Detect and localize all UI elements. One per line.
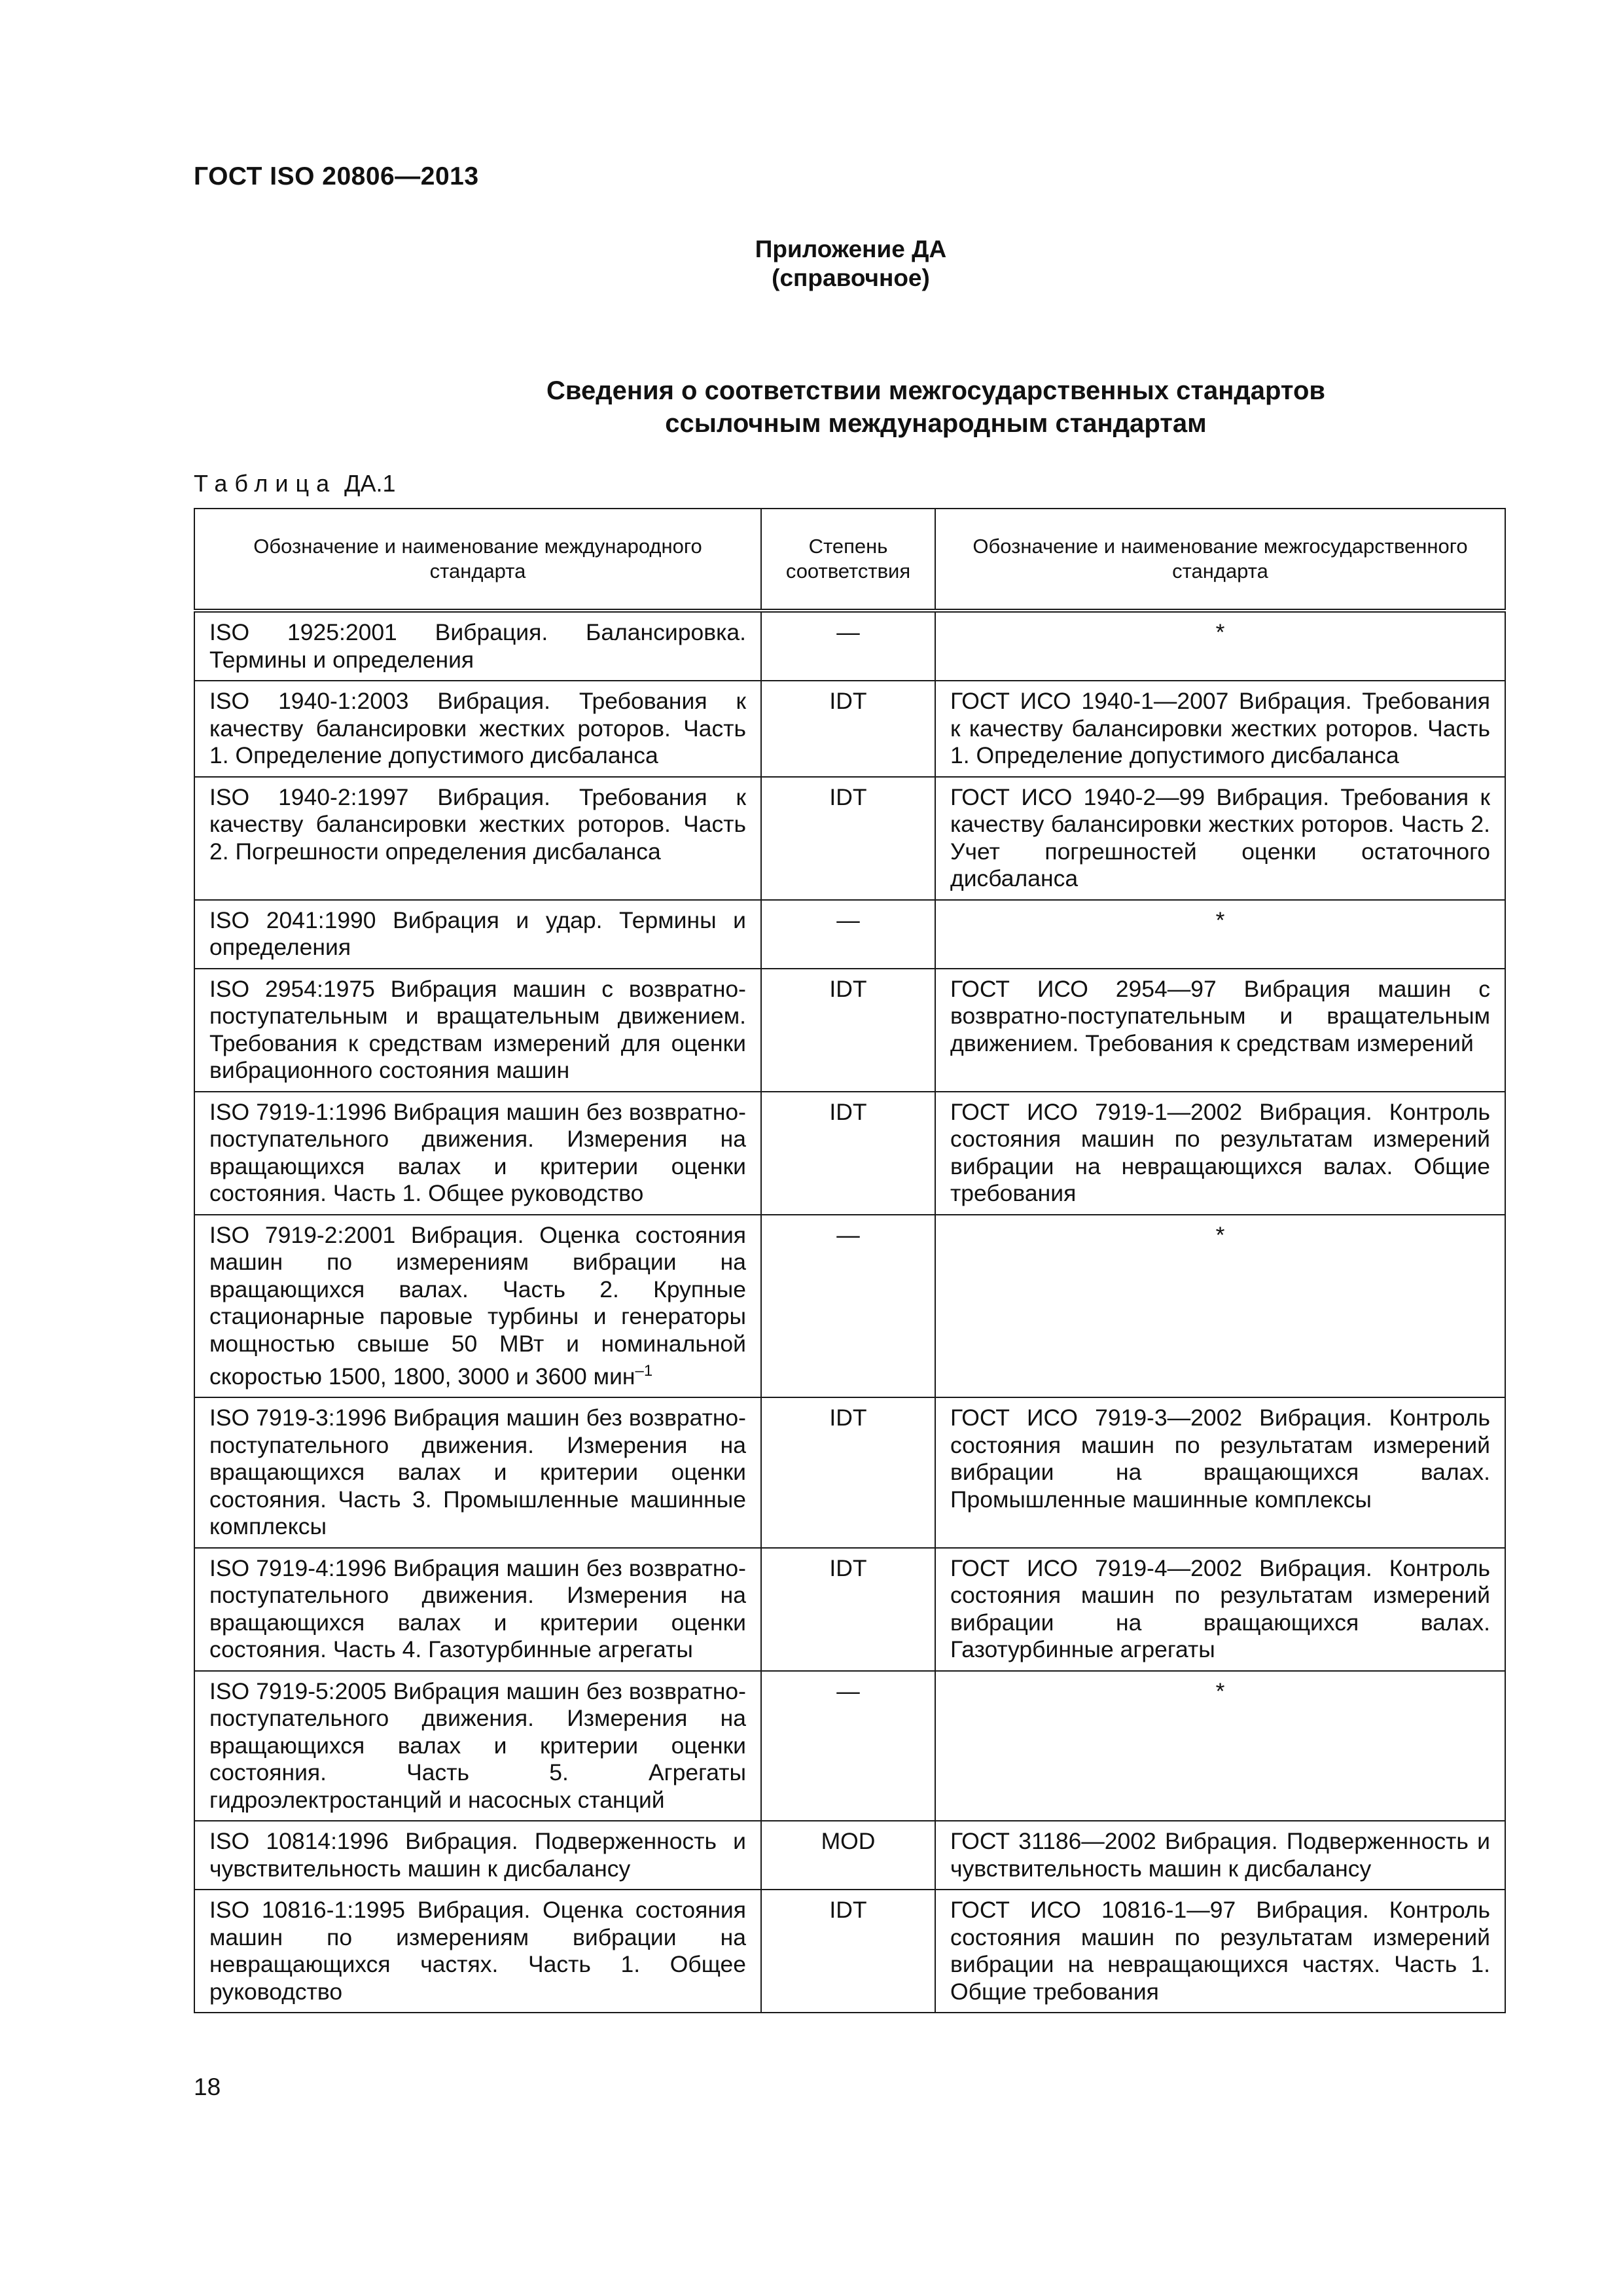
cell-degree-of-correspondence: — <box>761 1215 935 1398</box>
international-standard-text: ISO 7919-4:1996 Вибрация машин без возвратно-поступательного движения. Измерения на вращающихся валах и критерии оценки состояния. Часть 4. Газотурбинные агрегаты <box>209 1554 746 1663</box>
table-row <box>194 611 1505 681</box>
table-label-number: ДА.1 <box>344 470 396 497</box>
cell-degree-of-correspondence: IDT <box>761 1890 935 2013</box>
document-code: ГОСТ ISO 20806—2013 <box>194 162 479 190</box>
cell-degree-of-correspondence: — <box>761 1671 935 1821</box>
international-standard-text: ISO 7919-5:2005 Вибрация машин без возвратно-поступательного движения. Измерения на вращающихся валах и критерии оценки состояния. Часть 5. Агрегаты гидроэлектростанций и насосных станций <box>209 1677 746 1813</box>
international-standard-text: ISO 2954:1975 Вибрация машин с возвратно-поступательным и вращательным движением. Требования к средствам измерений для оценки вибрационного состояния машин <box>209 975 746 1083</box>
international-standard-text: ISO 1925:2001 Вибрация. Балансировка. Термины и определения <box>209 619 746 673</box>
cell-interstate-standard: * <box>935 611 1505 681</box>
table-row <box>194 1890 1505 2013</box>
cell-interstate-standard: ГОСТ ИСО 7919-1—2002 Вибрация. Контроль состояния машин по результатам измерений вибрации на невращающихся валах. Общие требования <box>935 1092 1505 1215</box>
cell-interstate-standard: * <box>935 1215 1505 1398</box>
section-heading-line1: Сведения о соответствии межгосударственных стандартов <box>546 376 1325 405</box>
cell-international-standard <box>194 1821 761 1890</box>
section-heading-line2: ссылочным международным стандартам <box>665 409 1207 438</box>
unit-exponent: –1 <box>635 1362 653 1380</box>
cell-international-standard <box>194 681 761 777</box>
column-header-international: Обозначение и наименование международного стандарта <box>194 509 761 611</box>
cell-degree-of-correspondence: — <box>761 611 935 681</box>
cell-international-standard <box>194 1890 761 2013</box>
column-header-interstate: Обозначение и наименование межгосударственного стандарта <box>935 509 1505 611</box>
cell-international-standard <box>194 1397 761 1548</box>
appendix-type: (справочное) <box>772 264 930 291</box>
cell-degree-of-correspondence: IDT <box>761 681 935 777</box>
cell-degree-of-correspondence: — <box>761 900 935 969</box>
cell-interstate-standard: ГОСТ ИСО 10816-1—97 Вибрация. Контроль состояния машин по результатам измерений вибрации на невращающихся частях. Часть 1. Общие требования <box>935 1890 1505 2013</box>
table-header-row <box>194 509 1505 611</box>
table-row <box>194 900 1505 969</box>
cell-international-standard <box>194 969 761 1092</box>
cell-international-standard <box>194 1092 761 1215</box>
international-standard-text: ISO 1940-2:1997 Вибрация. Требования к качеству балансировки жестких роторов. Часть 2. Погрешности определения дисбаланса <box>209 783 746 865</box>
cell-international-standard <box>194 611 761 681</box>
table-row <box>194 969 1505 1092</box>
cell-degree-of-correspondence: MOD <box>761 1821 935 1890</box>
cell-international-standard <box>194 900 761 969</box>
cell-interstate-standard: ГОСТ 31186—2002 Вибрация. Подверженность и чувствительность машин к дисбалансу <box>935 1821 1505 1890</box>
cell-international-standard <box>194 1671 761 1821</box>
cell-interstate-standard: * <box>935 900 1505 969</box>
page-number: 18 <box>194 2073 221 2100</box>
international-standard-text: ISO 1940-1:2003 Вибрация. Требования к качеству балансировки жестких роторов. Часть 1. Определение допустимого дисбаланса <box>209 688 746 768</box>
table-row <box>194 1821 1505 1890</box>
cell-degree-of-correspondence: IDT <box>761 1092 935 1215</box>
table-row <box>194 1092 1505 1215</box>
table-label <box>194 470 396 497</box>
table-body <box>194 611 1505 2013</box>
column-header-degree: Степень соответствия <box>761 509 935 611</box>
cell-interstate-standard: ГОСТ ИСО 7919-3—2002 Вибрация. Контроль состояния машин по результатам измерений вибрации на вращающихся валах. Промышленные машинные комплексы <box>935 1397 1505 1548</box>
international-standard-text: ISO 2041:1990 Вибрация и удар. Термины и определения <box>209 906 746 960</box>
appendix-title: Приложение ДА <box>755 236 947 262</box>
cell-degree-of-correspondence: IDT <box>761 777 935 900</box>
international-standard-text: ISO 7919-3:1996 Вибрация машин без возвратно-поступательного движения. Измерения на вращающихся валах и критерии оценки состояния. Часть 3. Промышленные машинные комплексы <box>209 1405 746 1540</box>
correspondence-table <box>194 508 1506 2013</box>
table-label-word: Таблица <box>194 470 337 497</box>
international-standard-text: ISO 7919-2:2001 Вибрация. Оценка состояния машин по измерениям вибрации на вращающихся валах. Часть 2. Крупные стационарные паровые турбины и генераторы мощностью свыше 50 МВт и номинальной скоростью 1500, 1800, 3000 и 3600 мин <box>209 1221 746 1390</box>
international-standard-text: ISO 10816-1:1995 Вибрация. Оценка состояния машин по измерениям вибрации на невращающихся частях. Часть 1. Общее руководство <box>209 1897 746 2005</box>
cell-international-standard <box>194 777 761 900</box>
cell-interstate-standard: ГОСТ ИСО 1940-2—99 Вибрация. Требования к качеству балансировки жестких роторов. Часть 2. Учет погрешностей оценки остаточного дисбаланса <box>935 777 1505 900</box>
cell-interstate-standard: ГОСТ ИСО 2954—97 Вибрация машин с возвратно-поступательным и вращательным движением. Требования к средствам измерений <box>935 969 1505 1092</box>
cell-degree-of-correspondence: IDT <box>761 1548 935 1671</box>
table-row <box>194 1548 1505 1671</box>
table-row <box>194 1671 1505 1821</box>
international-standard-text: ISO 7919-1:1996 Вибрация машин без возвратно-поступательного движения. Измерения на вращающихся валах и критерии оценки состояния. Часть 1. Общее руководство <box>209 1098 746 1206</box>
cell-interstate-standard: ГОСТ ИСО 7919-4—2002 Вибрация. Контроль состояния машин по результатам измерений вибрации на вращающихся валах. Газотурбинные агрегаты <box>935 1548 1505 1671</box>
cell-international-standard <box>194 1548 761 1671</box>
cell-degree-of-correspondence: IDT <box>761 969 935 1092</box>
cell-interstate-standard: * <box>935 1671 1505 1821</box>
table-row <box>194 1397 1505 1548</box>
table-row <box>194 681 1505 777</box>
table-row <box>194 777 1505 900</box>
cell-interstate-standard: ГОСТ ИСО 1940-1—2007 Вибрация. Требования к качеству балансировки жестких роторов. Часть 1. Определение допустимого дисбаланса <box>935 681 1505 777</box>
international-standard-text: ISO 10814:1996 Вибрация. Подверженность и чувствительность машин к дисбалансу <box>209 1828 746 1882</box>
cell-international-standard <box>194 1215 761 1398</box>
table-row <box>194 1215 1505 1398</box>
cell-degree-of-correspondence: IDT <box>761 1397 935 1548</box>
